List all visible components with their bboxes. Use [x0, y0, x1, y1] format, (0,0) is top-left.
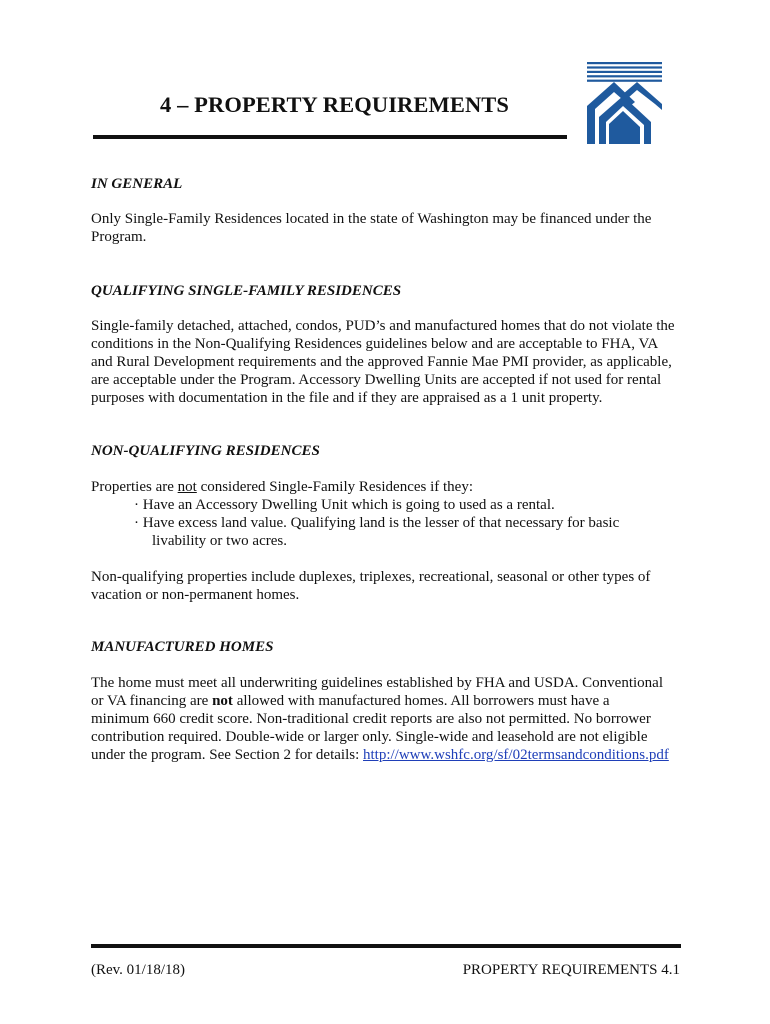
- paragraph-line: purposes with documentation in the file and if they are appraised as a 1 unit property.: [91, 390, 603, 406]
- paragraph-line: minimum 660 credit score. Non-traditional credit reports are also not permitted. No borrower: [91, 711, 651, 727]
- section-heading-manufactured-homes: MANUFACTURED HOMES: [91, 639, 274, 655]
- qualifying-paragraph: [91, 317, 691, 407]
- revision-date: (Rev. 01/18/18): [91, 962, 186, 978]
- section-heading-qualifying: QUALIFYING SINGLE-FAMILY RESIDENCES: [91, 283, 402, 299]
- intro-text-end: considered Single-Family Residences if they:: [196, 479, 474, 495]
- paragraph-line: [91, 746, 691, 764]
- line-text: under the program. See Section 2 for details:: [91, 747, 364, 763]
- non-qualifying-paragraph: [91, 478, 691, 550]
- bold-not: not: [212, 693, 233, 709]
- manufactured-paragraph: [91, 674, 691, 764]
- bullet-item: · Have an Accessory Dwelling Unit which is going to used as a rental.: [134, 497, 555, 513]
- mountain-house-logo-icon: [587, 62, 662, 144]
- terms-conditions-link[interactable]: http://www.wshfc.org/sf/02termsandconditions.pdf: [363, 747, 669, 763]
- section-heading-non-qualifying: NON-QUALIFYING RESIDENCES: [91, 443, 320, 459]
- paragraph-line: vacation or non-permanent homes.: [91, 587, 300, 603]
- paragraph-line: contribution required. Double-wide or larger only. Single-wide and leasehold are not eligible: [91, 729, 648, 745]
- general-paragraph: [91, 210, 691, 246]
- paragraph-line: Non-qualifying properties include duplexes, triplexes, recreational, seasonal or other types of: [91, 569, 651, 585]
- paragraph-line: conditions in the Non-Qualifying Residences guidelines below and are acceptable to FHA, VA: [91, 336, 659, 352]
- page-title: 4 – PROPERTY REQUIREMENTS: [160, 92, 510, 117]
- non-qualifying-intro: [91, 478, 691, 496]
- paragraph-line: The home must meet all underwriting guidelines established by FHA and USDA. Conventional: [91, 675, 663, 691]
- title-divider: [93, 135, 567, 139]
- bullet-item-continuation: livability or two acres.: [152, 533, 287, 549]
- paragraph-line: and Rural Development requirements and the approved Fannie Mae PMI provider, as applicable,: [91, 354, 672, 370]
- non-qualifying-note: [91, 568, 691, 604]
- intro-text: Properties are: [91, 479, 178, 495]
- paragraph-line: are acceptable under the Program. Accessory Dwelling Units are accepted if not used for rental: [91, 372, 662, 388]
- section-heading-in-general: IN GENERAL: [91, 176, 183, 192]
- line-text: or VA financing are: [91, 693, 213, 709]
- paragraph-line: [91, 692, 691, 710]
- bullet-item: · Have excess land value. Qualifying land is the lesser of that necessary for basic: [134, 515, 620, 531]
- line-text-end: allowed with manufactured homes. All borrowers must have a: [232, 693, 610, 709]
- intro-emphasis: not: [177, 479, 197, 495]
- page-label: PROPERTY REQUIREMENTS 4.1: [462, 962, 680, 978]
- paragraph-line: Only Single-Family Residences located in the state of Washington may be financed under the: [91, 211, 652, 227]
- paragraph-line: Program.: [91, 229, 147, 245]
- footer-divider: [91, 944, 681, 948]
- paragraph-line: Single-family detached, attached, condos, PUD’s and manufactured homes that do not violate the: [91, 318, 675, 334]
